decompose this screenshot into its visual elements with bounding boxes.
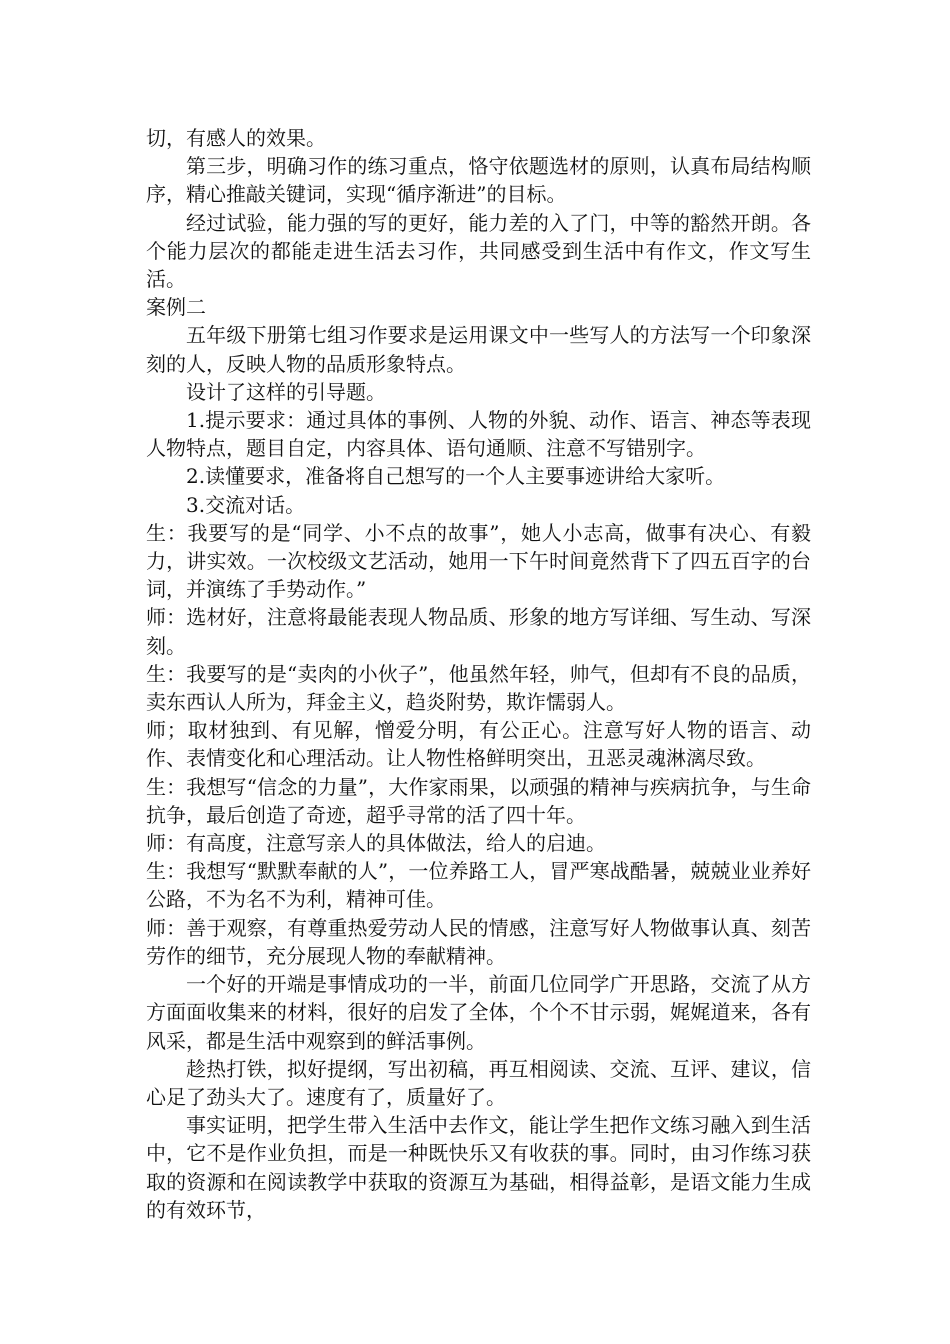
list-item: 2.读懂要求，准备将自己想写的一个人主要事迹讲给大家听。 bbox=[186, 464, 726, 489]
dialogue-teacher: 师：有高度，注意写亲人的具体做法，给人的启迪。 bbox=[146, 831, 606, 856]
paragraph: 第三步，明确习作的练习重点，恪守依题选材的原则，认真布局结构顺序，精心推敲关键词，实现“循序渐进”的目标。 bbox=[146, 154, 811, 207]
dialogue-teacher: 师：选材好，注意将最能表现人物品质、形象的地方写详细、写生动、写深刻。 bbox=[146, 605, 811, 658]
dialogue-teacher: 师；取材独到、有见解，憎爱分明，有公正心。注意写好人物的语言、动作、表情变化和心理活动。让人物性格鲜明突出，丑恶灵魂淋漓尽致。 bbox=[146, 718, 811, 771]
list-item: 3.交流对话。 bbox=[186, 492, 306, 517]
list-item: 1.提示要求：通过具体的事例、人物的外貌、动作、语言、神态等表现人物特点，题目自定，内容具体、语句通顺、注意不写错别字。 bbox=[146, 408, 811, 461]
paragraph: 一个好的开端是事情成功的一半，前面几位同学广开思路，交流了从方方面面收集来的材料，很好的启发了全体，个个不甘示弱，娓娓道来，各有风采，都是生活中观察到的鲜活事例。 bbox=[146, 972, 811, 1053]
dialogue-student: 生：我想写“默默奉献的人”，一位养路工人，冒严寒战酷暑，兢兢业业养好公路，不为名不为利，精神可佳。 bbox=[146, 859, 811, 912]
paragraph: 设计了这样的引导题。 bbox=[186, 379, 386, 404]
document-body bbox=[146, 124, 811, 1224]
paragraph: 五年级下册第七组习作要求是运用课文中一些写人的方法写一个印象深刻的人，反映人物的品质形象特点。 bbox=[146, 323, 811, 376]
paragraph: 切，有感人的效果。 bbox=[146, 126, 326, 150]
dialogue-student: 生：我要写的是“卖肉的小伙子”，他虽然年轻，帅气，但却有不良的品质，卖东西认人所为，拜金主义，趋炎附势，欺诈懦弱人。 bbox=[146, 661, 811, 715]
dialogue-student: 生：我想写“信念的力量”，大作家雨果，以顽强的精神与疾病抗争，与生命抗争，最后创造了奇迹，超乎寻常的活了四十年。 bbox=[146, 774, 811, 827]
dialogue-student: 生：我要写的是“同学、小不点的故事”，她人小志高，做事有决心、有毅力，讲实效。一次校级文艺活动，她用一下午时间竟然背下了四五百字的台词，并演练了手势动作。” bbox=[146, 520, 811, 602]
paragraph: 经过试验，能力强的写的更好，能力差的入了门，中等的豁然开朗。各个能力层次的都能走进生活去习作，共同感受到生活中有作文，作文写生活。 bbox=[146, 210, 811, 292]
paragraph: 事实证明，把学生带入生活中去作文，能让学生把作文练习融入到生活中，它不是作业负担，而是一种既快乐又有收获的事。同时，由习作练习获取的资源和在阅读教学中获取的资源互为基础，相得益彰，是语文能力生成的有效环节， bbox=[146, 1113, 811, 1222]
paragraph: 趁热打铁，拟好提纲，写出初稿，再互相阅读、交流、互评、建议，信心足了劲头大了。速度有了，质量好了。 bbox=[146, 1056, 811, 1109]
dialogue-teacher: 师：善于观察，有尊重热爱劳动人民的情感，注意写好人物做事认真、刻苦劳作的细节，充分展现人物的奉献精神。 bbox=[146, 915, 811, 968]
section-heading: 案例二 bbox=[146, 295, 206, 320]
